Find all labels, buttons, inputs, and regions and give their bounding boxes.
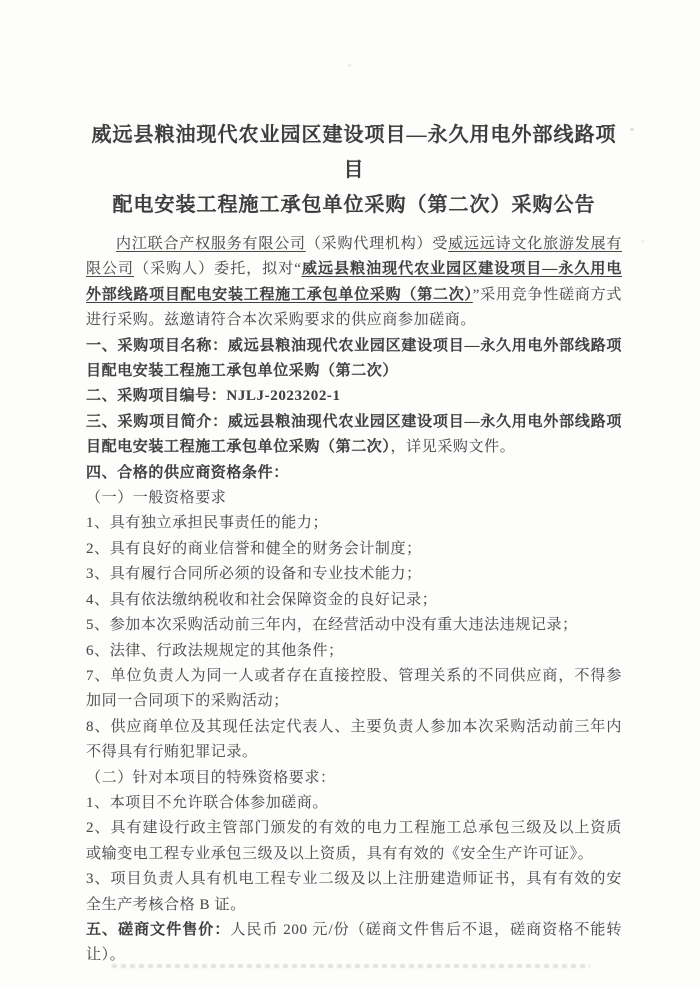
document-title [86,118,622,223]
general-requirement-item-2: 2、具有良好的商业信誉和健全的财务会计制度； [86,540,422,557]
intro-paragraph [86,232,622,334]
scan-speck [641,240,644,243]
general-requirement-item-6: 6、法律、行政法规规定的其他条件； [86,642,344,659]
special-requirement-item-3: 3、项目负责人具有机电工程专业二级及以上注册建造师证书，具有有效的安全生产考核合格 B 证。 [86,871,622,913]
intro-text-segment: （采购代理机构）受 [305,236,449,252]
section-3-regular-part: ，详见采购文件。 [390,439,516,456]
special-requirement-item-1: 1、本项目不允许联合体参加磋商。 [86,794,329,811]
section-3-bold-part: 三、采购项目简介：威远县粮油现代农业园区建设项目—永久用电外部线路项目配电安装工程施工承包单位采购（第二次） [86,413,622,456]
scan-speck [630,128,634,131]
scan-speck [348,64,351,67]
title-line-2: 配电安装工程施工承包单位采购（第二次）采购公告 [112,194,596,216]
procurement-agency-name: 内江联合产权服务有限公司 [116,236,306,252]
intro-text-segment: （采购人）委托，拟对“ [134,261,302,278]
intro-text-segment: ”采用竞争性磋商方式进行采购。兹邀请符合本次采购要求的供应商参加磋商。 [86,286,622,329]
section-5-regular-part: 人民币 200 元/份（磋商文件售后不退，磋商资格不能转让）。 [86,921,622,964]
general-requirement-item-5: 5、参加本次采购活动前三年内，在经营活动中没有重大违法违规记录； [86,617,578,634]
special-requirements-header: （二）针对本项目的特殊资格要求： [86,769,336,786]
project-name: 威远县粮油现代农业园区建设项目—永久用电外部线路项目配电安装工程施工承包单位采购（第二次） [86,261,622,303]
general-requirement-item-3: 3、具有履行合同所必须的设备和专业技术能力； [86,566,422,583]
special-requirement-item-2: 2、具有建设行政主管部门颁发的有效的电力工程施工总承包三级及以上资质或输变电工程专业承包三级及以上资质，具有有效的《安全生产许可证》。 [86,820,622,862]
section-5-bold-part: 五、磋商文件售价： [86,921,231,938]
section-5-document-price [86,918,622,969]
general-requirement-item-4: 4、具有依法缴纳税收和社会保障资金的良好记录； [86,591,438,608]
general-requirements-header: （一）一般资格要求 [86,490,227,507]
general-requirement-item-7: 7、单位负责人为同一人或者存在直接控股、管理关系的不同供应商，不得参加同一合同项下的采购活动； [86,667,622,710]
scan-noise-strip [112,964,590,968]
general-requirement-item-1: 1、具有独立承担民事责任的能力； [86,515,329,532]
general-requirement-item-8: 8、供应商单位及其现任法定代表人、主要负责人参加本次采购活动前三年内不得具有行贿犯罪记录。 [86,718,622,761]
section-3-project-brief [86,410,622,461]
section-4-supplier-qualifications: 四、合格的供应商资格条件： [86,464,289,481]
purchaser-name: 威远远诗文化旅游发展有限公司 [86,236,622,278]
section-2-project-number: 二、采购项目编号：NJLJ-2023202-1 [86,388,341,405]
section-1-project-name: 一、采购项目名称：威远县粮油现代农业园区建设项目—永久用电外部线路项目配电安装工程施工承包单位采购（第二次） [86,337,622,380]
title-line-1: 威远县粮油现代农业园区建设项目—永久用电外部线路项目 [91,124,617,181]
